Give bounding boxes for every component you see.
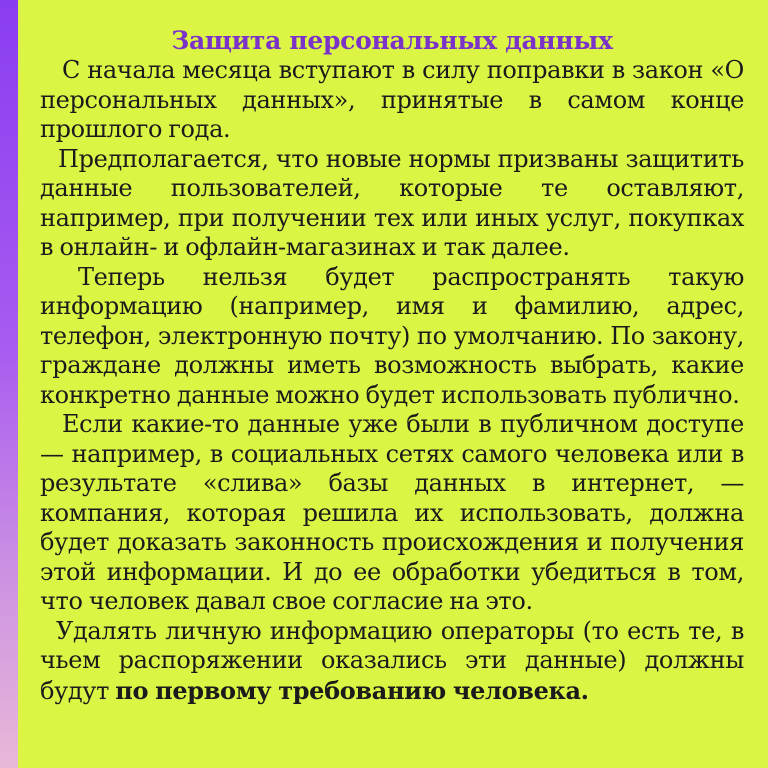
paragraph-3-text: Теперь нельзя будет распространять такую информацию (например, имя и фамилию, адрес, телефон, электронную почту) по умолчанию. По закону, граждане должны иметь возможность выбрать, какие конкретно данные можно будет использовать публично. bbox=[40, 262, 744, 409]
page-title: Защита персональных данных bbox=[171, 26, 613, 55]
paragraph-3 bbox=[40, 263, 744, 411]
paragraph-4 bbox=[40, 410, 744, 617]
paragraph-5-bold: по первому требованию человека bbox=[115, 675, 581, 705]
paragraph-5 bbox=[40, 617, 744, 707]
article bbox=[40, 26, 744, 706]
paragraph-5-text: Удалять личную информацию операторы (то есть те, в чьем распоряжении оказались эти данные) должны будут bbox=[40, 616, 744, 705]
paragraph-1 bbox=[40, 56, 744, 145]
paragraph-5-end: . bbox=[580, 675, 589, 705]
left-accent-bar bbox=[0, 0, 18, 768]
paragraph-1-text: С начала месяца вступают в силу поправки в закон «О персональных данных», принятые в самом конце прошлого года. bbox=[40, 56, 744, 143]
paragraph-2-text: Предполагается, что новые нормы призваны защитить данные пользователей, которые те оставляют, например, при получении тех или иных услуг, покупках в онлайн- и офлайн-магазинах и так далее. bbox=[40, 144, 744, 261]
paragraph-2 bbox=[40, 145, 744, 263]
paragraph-4-text: Если какие-то данные уже были в публичном доступе — например, в социальных сетях самого человека или в результате «слива» базы данных в интернет, — компания, которая решила их использовать, должна будет доказать законность происхождения и получения этой информации. И до ее обработки убедиться в том, что человек давал свое согласие на это. bbox=[40, 410, 744, 615]
